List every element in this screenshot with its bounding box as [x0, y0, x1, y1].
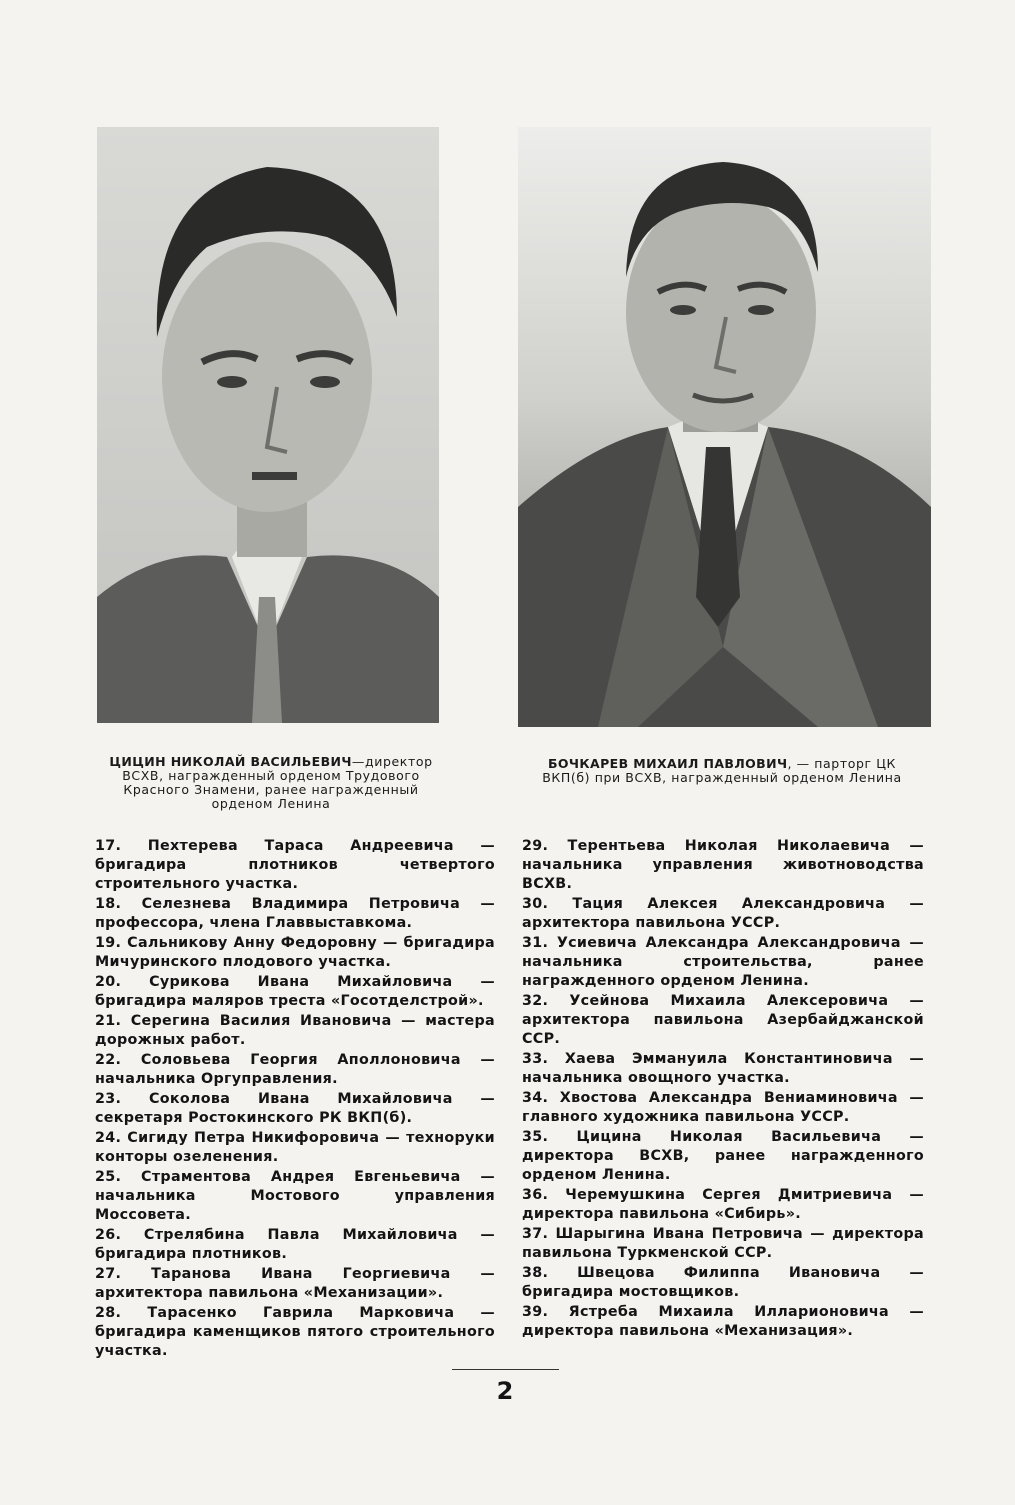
- list-item: 37. Шарыгина Ивана Петровича — директора павильона Туркменской ССР.: [522, 1226, 924, 1261]
- list-item: 38. Швецова Филиппа Ивановича — бригадира мостовщиков.: [522, 1265, 924, 1300]
- caption-right: [522, 757, 922, 785]
- list-item: 21. Серегина Василия Ивановича — мастера дорожных работ.: [95, 1013, 495, 1048]
- caption-right-desc: , — парторг ЦК ВКП(б) при ВСХВ, награжденный орденом Ленина: [542, 756, 902, 785]
- list-item: 17. Пехтерева Тараса Андреевича — бригадира плотников четвертого строительного участка.: [95, 838, 495, 892]
- portrait-right-illustration: [518, 127, 931, 727]
- list-item: 22. Соловьева Георгия Аполлоновича — начальника Оргуправления.: [95, 1052, 495, 1087]
- caption-left-desc: —директор ВСХВ, награжденный орденом Трудового Красного Знамени, ранее награжденный орденом Ленина: [122, 754, 433, 811]
- list-column-right: [522, 837, 924, 1342]
- page-number-rule: [452, 1369, 559, 1370]
- caption-right-name: БОЧКАРЕВ МИХАИЛ ПАВЛОВИЧ: [547, 756, 788, 771]
- list-column-left: [95, 837, 495, 1362]
- list-item: 28. Тарасенко Гаврила Марковича — бригадира каменщиков пятого строительного участка.: [95, 1305, 495, 1359]
- list-item: 27. Таранова Ивана Георгиевича — архитектора павильона «Механизации».: [95, 1266, 495, 1301]
- list-item: 30. Тация Алексея Александровича — архитектора павильона УССР.: [522, 896, 924, 931]
- list-item: 31. Усиевича Александра Александровича — начальника строительства, ранее награжденного орденом Ленина.: [522, 935, 924, 989]
- list-item: 19. Сальникову Анну Федоровну — бригадира Мичуринского плодового участка.: [95, 935, 495, 970]
- list-item: 24. Сигиду Петра Никифоровича — техноруки конторы озеленения.: [95, 1130, 495, 1165]
- portrait-left-illustration: [97, 127, 439, 723]
- page-number: 2: [496, 1377, 514, 1405]
- list-item: 23. Соколова Ивана Михайловича — секретаря Ростокинского РК ВКП(б).: [95, 1091, 495, 1126]
- list-item: 26. Стрелябина Павла Михайловича — бригадира плотников.: [95, 1227, 495, 1262]
- list-item: 29. Терентьева Николая Николаевича — начальника управления животноводства ВСХВ.: [522, 838, 924, 892]
- list-item: 35. Цицина Николая Васильевича — директора ВСХВ, ранее награжденного орденом Ленина.: [522, 1129, 924, 1183]
- caption-left-name: ЦИЦИН НИКОЛАЙ ВАСИЛЬЕВИЧ: [109, 754, 352, 769]
- list-item: 25. Страментова Андрея Евгеньевича — начальника Мостового управления Моссовета.: [95, 1169, 495, 1223]
- list-item: 34. Хвостова Александра Вениаминовича — главного художника павильона УССР.: [522, 1090, 924, 1125]
- list-item: 18. Селезнева Владимира Петровича — профессора, члена Главвыставкома.: [95, 896, 495, 931]
- portrait-photo-left: [97, 127, 439, 723]
- list-item: 33. Хаева Эммануила Константиновича — начальника овощного участка.: [522, 1051, 924, 1086]
- caption-left: [100, 755, 442, 811]
- list-item: 39. Ястреба Михаила Илларионовича — директора павильона «Механизация».: [522, 1304, 924, 1339]
- list-item: 32. Усейнова Михаила Алексеровича — архитектора павильона Азербайджанской ССР.: [522, 993, 924, 1047]
- list-item: 36. Черемушкина Сергея Дмитриевича — директора павильона «Сибирь».: [522, 1187, 924, 1222]
- portrait-photo-right: [518, 127, 931, 727]
- list-item: 20. Сурикова Ивана Михайловича — бригадира маляров треста «Госотделстрой».: [95, 974, 495, 1009]
